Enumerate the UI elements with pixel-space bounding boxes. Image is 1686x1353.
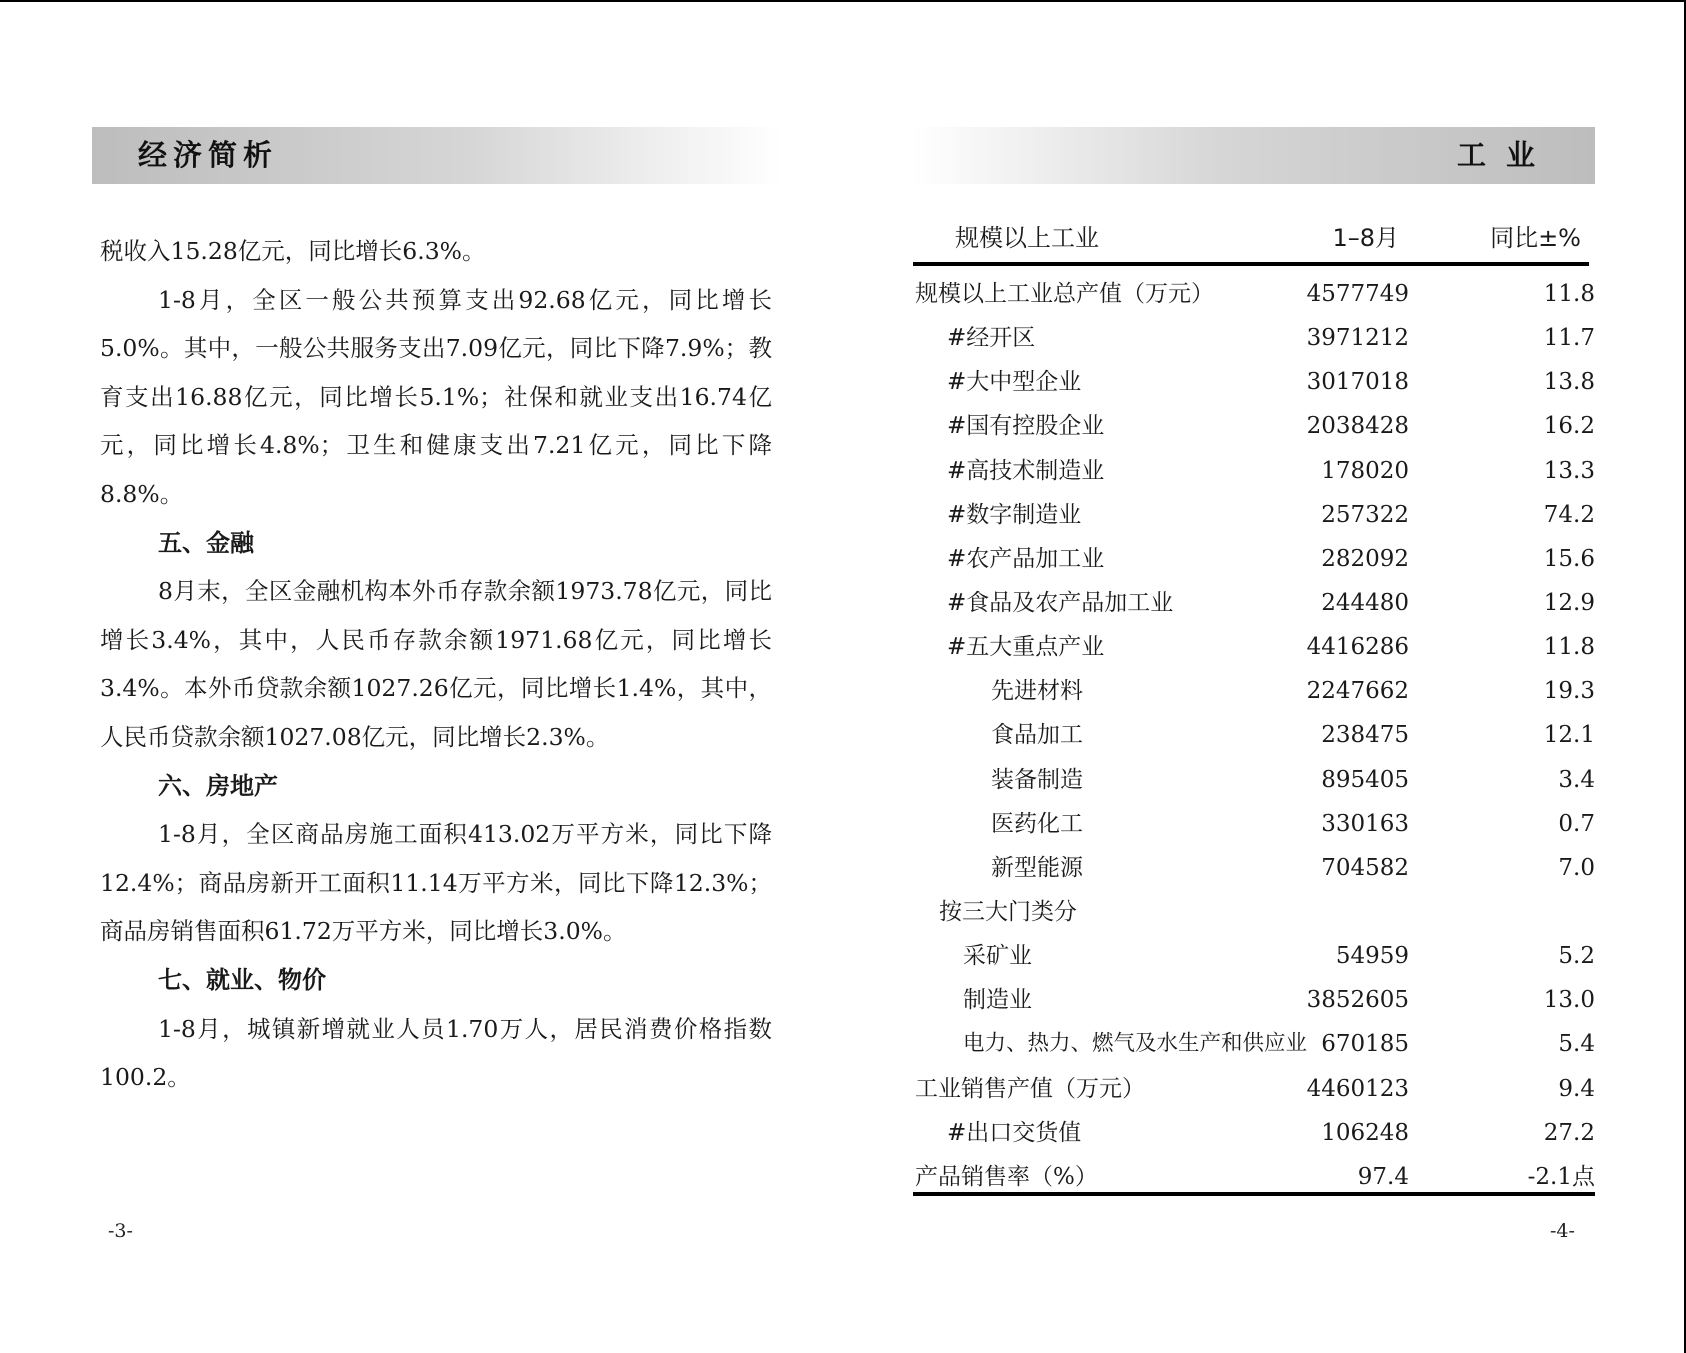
row-yoy: 12.9 <box>1543 589 1595 616</box>
table-row <box>913 713 1595 757</box>
table-header-period: 1–8月 <box>1332 224 1399 252</box>
left-page-number: -3- <box>108 1220 133 1242</box>
row-value: 106248 <box>1321 1119 1409 1146</box>
table-header-label: 规模以上工业 <box>955 224 1099 252</box>
table-header <box>913 216 1589 266</box>
row-yoy: 16.2 <box>1543 413 1595 440</box>
table-row <box>913 449 1595 493</box>
section-heading: 六、房地产 <box>158 771 278 800</box>
row-value: 97.4 <box>1357 1163 1409 1190</box>
row-value: 4577749 <box>1306 281 1409 307</box>
right-header-band <box>913 127 1595 184</box>
row-label: #五大重点产业 <box>947 634 1105 661</box>
table-row <box>913 1111 1595 1155</box>
row-yoy: -2.1点 <box>1527 1163 1595 1190</box>
row-value: 54959 <box>1335 943 1409 970</box>
row-yoy: 15.6 <box>1543 545 1595 572</box>
row-value: 3852605 <box>1306 987 1409 1014</box>
row-value: 244480 <box>1321 589 1409 616</box>
table-row <box>913 669 1595 713</box>
row-label: #食品及农产品加工业 <box>947 589 1174 616</box>
row-value: 704582 <box>1321 854 1409 881</box>
table-row <box>913 272 1595 316</box>
section-heading: 五、金融 <box>158 528 254 557</box>
table-row <box>913 1022 1595 1066</box>
row-yoy: 13.0 <box>1543 987 1595 1014</box>
row-yoy: 0.7 <box>1558 810 1595 837</box>
row-label: 食品加工 <box>991 722 1083 749</box>
table-row <box>913 846 1595 890</box>
row-yoy: 74.2 <box>1543 501 1595 528</box>
paragraph: 税收入15.28亿元，同比增长6.3%。 <box>100 237 486 265</box>
row-yoy: 5.2 <box>1558 943 1595 970</box>
row-label: 医药化工 <box>991 810 1083 837</box>
row-yoy: 7.0 <box>1558 854 1595 881</box>
table-row <box>913 625 1595 669</box>
row-value: 4460123 <box>1306 1075 1409 1102</box>
row-yoy: 3.4 <box>1558 766 1595 793</box>
table-header-yoy: 同比±% <box>1490 224 1581 252</box>
table-row <box>913 758 1595 802</box>
industry-table <box>913 272 1595 1199</box>
row-value: 3017018 <box>1306 369 1409 396</box>
row-value: 895405 <box>1321 766 1409 793</box>
paragraph: 1-8月，全区商品房施工面积413.02万平方米，同比下降12.4%；商品房新开工面积11.14万平方米，同比下降12.3%；商品房销售面积61.72万平方米，同比增长3.0%。 <box>100 820 772 946</box>
row-label: 装备制造 <box>991 766 1083 793</box>
row-label: #高技术制造业 <box>947 457 1105 484</box>
row-label: #大中型企业 <box>947 369 1082 396</box>
table-row <box>913 802 1595 846</box>
row-label: #国有控股企业 <box>947 413 1105 440</box>
table-row <box>913 360 1595 404</box>
row-label: 新型能源 <box>991 854 1083 881</box>
table-row <box>913 978 1595 1022</box>
row-yoy: 9.4 <box>1558 1075 1595 1102</box>
row-yoy: 11.8 <box>1543 281 1595 307</box>
row-label: #数字制造业 <box>947 501 1082 528</box>
row-yoy: 11.8 <box>1543 634 1595 661</box>
left-body-text <box>100 227 772 1102</box>
row-yoy: 13.8 <box>1543 369 1595 396</box>
row-label: 按三大门类分 <box>939 898 1077 925</box>
table-row <box>913 581 1595 625</box>
paragraph: 1-8月，全区一般公共预算支出92.68亿元，同比增长5.0%。其中，一般公共服务支出7.09亿元，同比下降7.9%；教育支出16.88亿元，同比增长5.1%；社保和就业支出16.74亿元，同比增长4.8%；卫生和健康支出7.21亿元，同比下降8.8%。 <box>100 285 772 508</box>
right-header-title: 工业 <box>1456 138 1555 172</box>
row-label: 工业销售产值（万元） <box>915 1075 1145 1102</box>
table-row <box>913 934 1595 978</box>
table-row <box>913 1067 1595 1111</box>
row-value: 2247662 <box>1306 678 1409 705</box>
table-row <box>913 493 1595 537</box>
row-value: 238475 <box>1321 722 1409 749</box>
row-label: 规模以上工业总产值（万元） <box>915 281 1214 307</box>
row-yoy: 12.1 <box>1543 722 1595 749</box>
row-label: #农产品加工业 <box>947 545 1105 572</box>
row-label: 产品销售率（%） <box>915 1163 1098 1190</box>
row-value: 257322 <box>1321 501 1409 528</box>
left-header-title: 经济简析 <box>138 138 279 172</box>
row-label: 先进材料 <box>991 678 1083 705</box>
row-yoy: 11.7 <box>1543 325 1595 352</box>
row-value: 2038428 <box>1306 413 1409 440</box>
section-heading: 七、就业、物价 <box>158 965 326 994</box>
row-label: 制造业 <box>963 987 1032 1014</box>
row-yoy: 5.4 <box>1558 1031 1595 1058</box>
row-label: #出口交货值 <box>947 1119 1082 1146</box>
table-row <box>913 404 1595 448</box>
row-value: 178020 <box>1321 457 1409 484</box>
row-yoy: 13.3 <box>1543 457 1595 484</box>
table-bottom-rule <box>913 1192 1595 1196</box>
row-yoy: 19.3 <box>1543 678 1595 705</box>
row-value: 330163 <box>1321 810 1409 837</box>
row-value: 282092 <box>1321 545 1409 572</box>
table-row <box>913 890 1595 934</box>
table-row <box>913 537 1595 581</box>
paragraph: 8月末，全区金融机构本外币存款余额1973.78亿元，同比增长3.4%，其中，人民币存款余额1971.68亿元，同比增长3.4%。本外币贷款余额1027.26亿元，同比增长1.4%，其中，人民币贷款余额1027.08亿元，同比增长2.3%。 <box>100 577 772 751</box>
row-label: #经开区 <box>947 325 1036 352</box>
row-value: 4416286 <box>1306 634 1409 661</box>
row-label: 电力、热力、燃气及水生产和供应业 <box>963 1031 1308 1057</box>
paragraph: 1-8月，城镇新增就业人员1.70万人，居民消费价格指数100.2。 <box>100 1014 772 1092</box>
right-page-number: -4- <box>1550 1220 1575 1242</box>
row-value: 3971212 <box>1306 325 1409 352</box>
row-label: 采矿业 <box>963 943 1032 970</box>
row-value: 670185 <box>1321 1031 1409 1058</box>
row-yoy: 27.2 <box>1543 1119 1595 1146</box>
left-header-band <box>92 127 782 184</box>
table-row <box>913 316 1595 360</box>
